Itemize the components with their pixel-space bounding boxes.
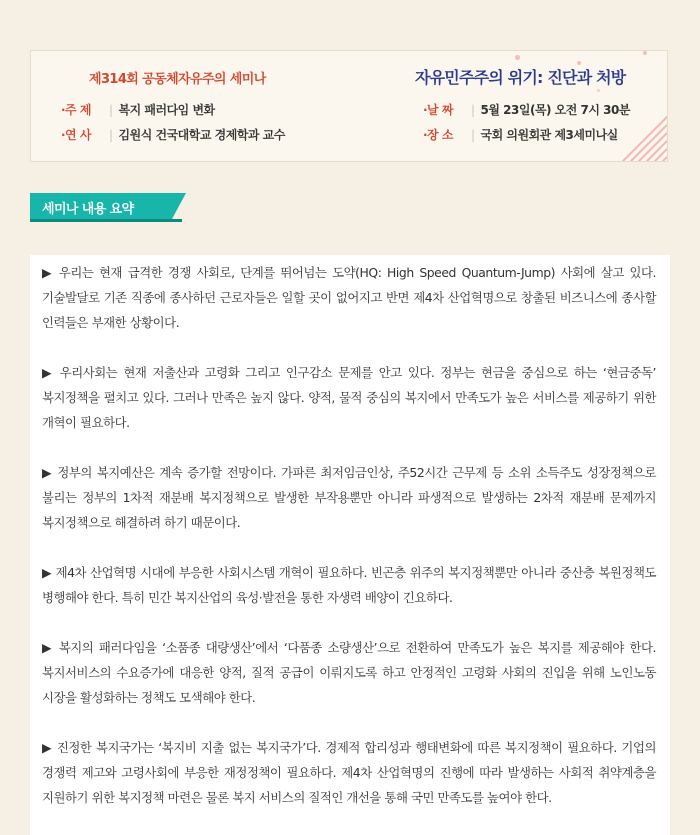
speaker-label: ·연 사	[61, 128, 91, 142]
decor-dot	[597, 89, 600, 92]
summary-paragraph: ▶ 우리는 현재 급격한 경쟁 사회로, 단계를 뛰어넘는 도약(HQ: High Speed Quantum-Jump) 사회에 살고 있다. 기술발달로 기존 직종에 종사하던 근로자들은 일할 곳이 없어지고 반면 제4차 산업혁명으로 창출된 비즈니스에 종사할 인력들은 부재한 상황이다.	[42, 265, 656, 330]
seminar-number-title: 제314회 공동체자유주의 세미나	[89, 72, 266, 87]
speaker-row	[61, 126, 285, 143]
seminar-main-title: 자유민주주의 위기: 진단과 처방	[415, 68, 626, 87]
summary-paragraph: ▶ 진정한 복지국가는 ‘복지비 지출 없는 복지국가’다. 경제적 합리성과 행태변화에 따른 복지정책이 필요하다. 기업의 경쟁력 제고와 고령사회에 부응한 재정정책이 필요하다. 제4차 산업혁명의 진행에 따라 발생하는 사회적 취약계층을 지원하기 위한 복지정책 마련은 물론 복지 서비스의 질적인 개선을 통해 국민 만족도를 높여야 한다.	[42, 740, 656, 805]
topic-label: ·주 제	[61, 103, 91, 117]
venue-row	[423, 126, 618, 143]
decor-stripes-icon	[603, 111, 668, 162]
seminar-info-box	[30, 50, 668, 162]
summary-paragraph: ▶ 우리사회는 현재 저출산과 고령화 그리고 인구감소 문제를 안고 있다. 정부는 현금을 중심으로 하는 ‘현금중독’ 복지정책을 펼치고 있다. 그러나 만족은 높지 않다. 양적, 물적 중심의 복지에서 만족도가 높은 서비스를 제공하기 위한 개혁이 필요하다.	[42, 365, 656, 430]
venue-label: ·장 소	[423, 128, 453, 142]
separator: |	[109, 103, 113, 117]
topic-value: 복지 패러다임 변화	[118, 103, 215, 117]
section-label: 세미나 내용 요약	[30, 193, 186, 219]
venue-value: 국회 의원회관 제3세미나실	[480, 128, 618, 142]
topic-row	[61, 101, 215, 118]
summary-paragraph: ▶ 정부의 복지예산은 계속 증가할 전망이다. 가파른 최저임금인상, 주52시간 근무제 등 소위 소득주도 성장정책으로 불리는 정부의 1차적 재분배 복지정책으로 발생한 부작용뿐만 아니라 파생적으로 발생하는 2차적 재분배 문제까지 복지정책으로 해결하려 하기 때문이다.	[42, 465, 656, 530]
section-label-underline	[30, 219, 182, 222]
date-value: 5월 23일(목) 오전 7시 30분	[480, 103, 630, 117]
date-label: ·날 짜	[423, 103, 453, 117]
separator: |	[109, 128, 113, 142]
separator: |	[471, 103, 475, 117]
decor-dot	[515, 55, 520, 60]
summary-paragraph: ▶ 제4차 산업혁명 시대에 부응한 사회시스템 개혁이 필요하다. 빈곤층 위주의 복지정책뿐만 아니라 중산층 복원정책도 병행해야 한다. 특히 민간 복지산업의 육성·발전을 통한 자생력 배양이 긴요하다.	[42, 565, 656, 605]
speaker-value: 김원식 건국대학교 경제학과 교수	[118, 128, 285, 142]
separator: |	[471, 128, 475, 142]
date-row	[423, 101, 630, 118]
summary-content	[30, 255, 670, 835]
decor-dot	[643, 51, 647, 55]
summary-paragraph: ▶ 복지의 패러다임을 ‘소품종 대량생산’에서 ‘다품종 소량생산’으로 전환하여 만족도가 높은 복지를 제공해야 한다. 복지서비스의 수요증가에 대응한 양적, 질적 공급이 이뤄지도록 하고 안정적인 고령화 사회의 진입을 위해 노인노동 시장을 활성화하는 정책도 모색해야 한다.	[42, 640, 656, 705]
